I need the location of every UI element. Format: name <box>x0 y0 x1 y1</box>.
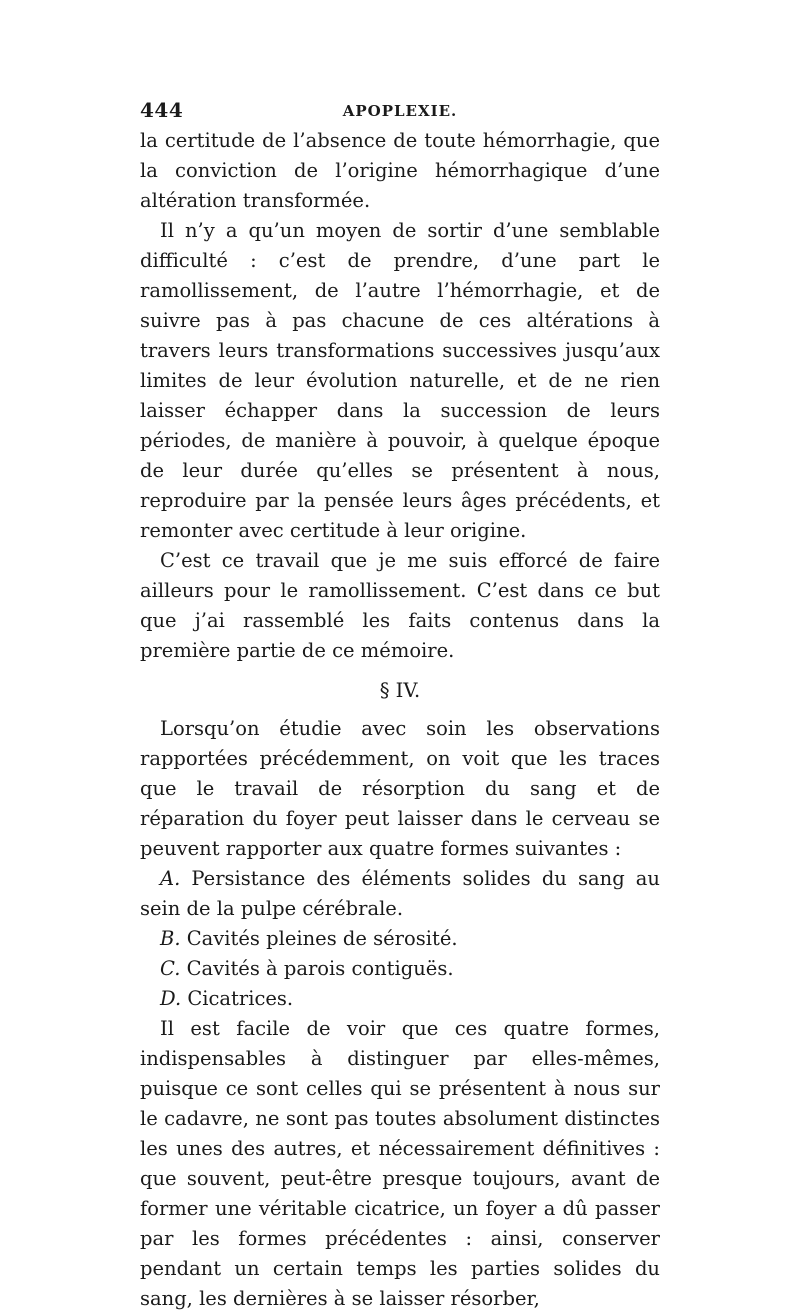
paragraph: C’est ce travail que je me suis efforcé de faire ailleurs pour le ramollissement. C’est dans ce but que j’ai rassemblé les faits contenus dans la première partie de ce mémoire. <box>140 549 660 662</box>
running-head: APOPLEXIE. <box>342 102 458 120</box>
body-text <box>140 126 660 1314</box>
list-item <box>140 864 660 924</box>
paragraph: Lorsqu’on étudie avec soin les observations rapportées précédemment, on voit que les traces que le travail de résorption du sang et de réparation du foyer peut laisser dans le cerveau se peuvent rapporter aux quatre formes suivantes : <box>140 717 660 860</box>
list-item <box>140 984 660 1014</box>
list-item-text: Cicatrices. <box>187 987 294 1010</box>
list-item-letter: C. <box>160 957 181 980</box>
page-number: 444 <box>140 98 184 122</box>
list-item-text: Persistance des éléments solides du sang au sein de la pulpe cérébrale. <box>140 867 660 920</box>
list-item <box>140 924 660 954</box>
page-header <box>140 98 660 128</box>
list-item-text: Cavités pleines de sérosité. <box>186 927 458 950</box>
paragraph: Il n’y a qu’un moyen de sortir d’une semblable difficulté : c’est de prendre, d’une part le ramollissement, de l’autre l’hémorrhagie, et de suivre pas à pas chacune de ces altérations à travers leurs transformations successives jusqu’aux limites de leur évolution naturelle, et de ne rien laisser échapper dans la succession de leurs périodes, de manière à pouvoir, à quelque époque de leur durée qu’elles se présentent à nous, reproduire par la pensée leurs âges précédents, et remonter avec certitude à leur origine. <box>140 219 660 542</box>
section-heading: § IV. <box>379 679 421 702</box>
list-item-letter: A. <box>160 867 181 890</box>
paragraph: Il est facile de voir que ces quatre formes, indispensables à distinguer par elles-mêmes, puisque ce sont celles qui se présentent à nous sur le cadavre, ne sont pas toutes absolument distinctes les unes des autres, et nécessairement définitives : que souvent, peut-être presque toujours, avant de former une véritable cicatrice, un foyer a dû passer par les formes précédentes : ainsi, conserver pendant un certain temps les parties solides du sang, les dernières à se laisser résorber, <box>140 1017 660 1310</box>
list-item-letter: D. <box>160 987 182 1010</box>
list-item-text: Cavités à parois contiguës. <box>186 957 454 980</box>
list-item <box>140 954 660 984</box>
paragraph-continuation: la certitude de l’absence de toute hémorrhagie, que la conviction de l’origine hémorrhagique d’une altération transformée. <box>140 129 660 212</box>
list-item-letter: B. <box>160 927 181 950</box>
